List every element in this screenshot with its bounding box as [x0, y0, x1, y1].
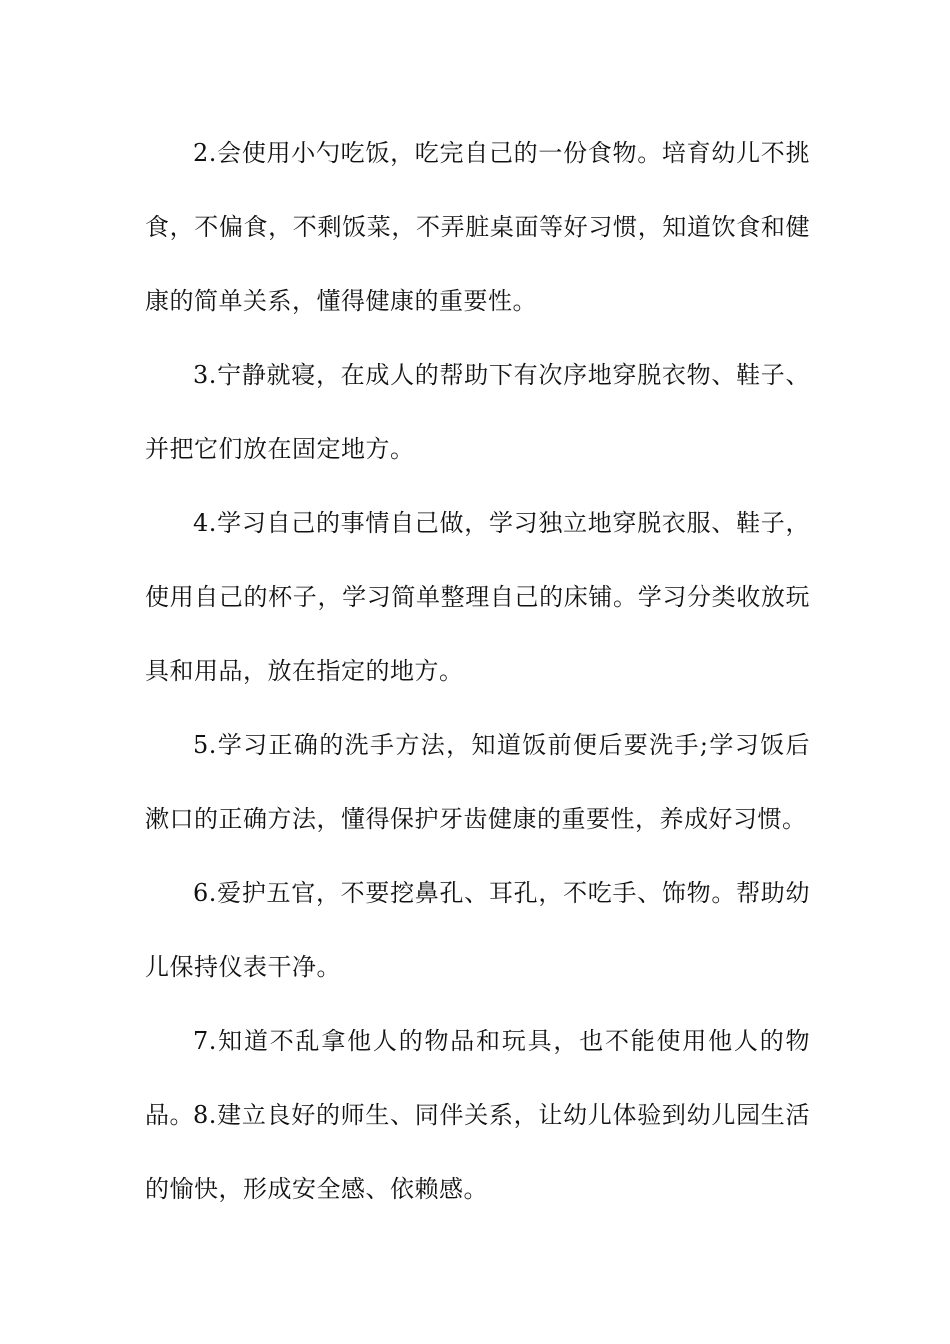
paragraph-item-6: 6.爱护五官，不要挖鼻孔、耳孔，不吃手、饰物。帮助幼儿保持仪表干净。 [145, 879, 810, 981]
paragraph-item-4: 4.学习自己的事情自己做，学习独立地穿脱衣服、鞋子，使用自己的杯子，学习简单整理自己的床铺。学习分类收放玩具和用品，放在指定的地方。 [145, 509, 810, 685]
paragraph-item-5: 5.学习正确的洗手方法，知道饭前便后要洗手;学习饭后漱口的正确方法，懂得保护牙齿健康的重要性，养成好习惯。 [145, 731, 810, 833]
paragraph-item-7: 7.知道不乱拿他人的物品和玩具，也不能使用他人的物品。 [145, 1027, 810, 1129]
paragraph-item-2: 2.会使用小勺吃饭，吃完自己的一份食物。培育幼儿不挑食，不偏食，不剩饭菜，不弄脏桌面等好习惯，知道饮食和健康的简单关系，懂得健康的重要性。 [145, 139, 810, 315]
paragraph-item-3: 3.宁静就寝，在成人的帮助下有次序地穿脱衣物、鞋子、并把它们放在固定地方。 [145, 361, 810, 463]
paragraph-item-8: 8.建立良好的师生、同伴关系，让幼儿体验到幼儿园生活的愉快，形成安全感、依赖感。 [145, 1101, 810, 1203]
